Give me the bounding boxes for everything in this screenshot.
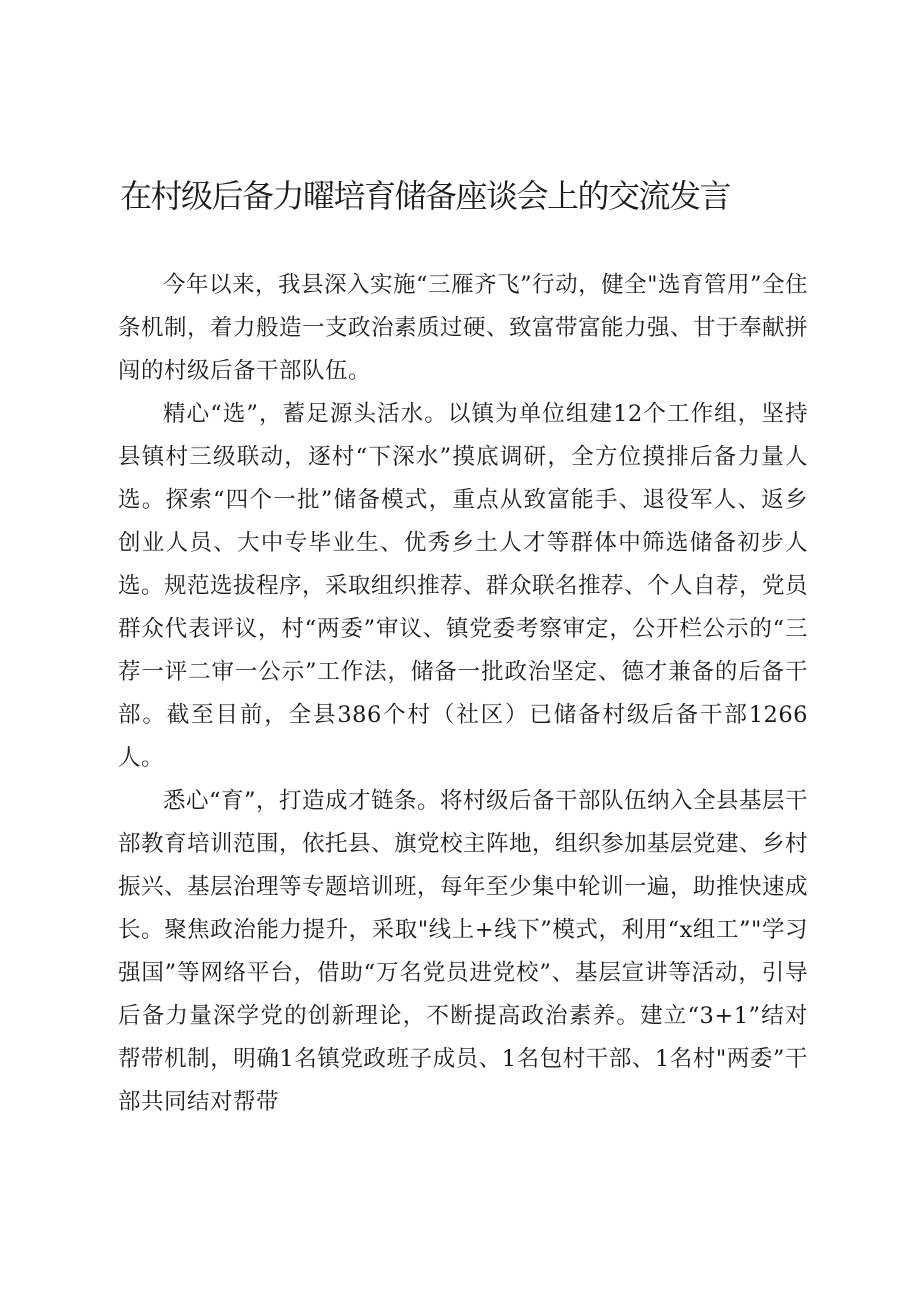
paragraph-select: 精心“选”，蓄足源头活水。以镇为单位组建12个工作组，坚持县镇村三级联动，逐村“下深水”摸底调研，全方位摸排后备力量人选。探索“四个一批”储备模式，重点从致富能手、退役军人、返乡创业人员、大中专毕业生、优秀乡土人才等群体中筛选储备初步人选。规范选拔程序，采取组织推荐、群众联名推荐、个人自荐，党员群众代表评议，村“两委”审议、镇党委考察审定，公开栏公示的“三荐一评二审一公示”工作法，储备一批政治坚定、德才兼备的后备干部。截至目前，全县386个村（社区）已储备村级后备干部1266人。 [118, 401, 809, 771]
paragraph-cultivate: 悉心“育”，打造成才链条。将村级后备干部队伍纳入全县基层干部教育培训范围，依托县、旗党校主阵地，组织参加基层党建、乡村振兴、基层治理等专题培训班，每年至少集中轮训一遍，助推快速成长。聚焦政治能力提升，采取"线上+线下”模式，利用“x组工”"学习强国”等网络平台，借助“万名党员进党校”、基层宣讲等活动，引导后备力量深学党的创新理论，不断提高政治素养。建立“3+1”结对帮带机制，明确1名镇党政班子成员、1名包村干部、1名村"两委”干部共同结对帮带 [118, 788, 809, 1115]
document-body [118, 264, 808, 1124]
paragraph-intro: 今年以来，我县深入实施“三雁齐飞”行动，健全"选育管用”全住条机制，着力般造一支政治素质过硬、致富带富能力强、甘于奉献拼闯的村级后备干部队伍。 [118, 272, 809, 384]
document-title: 在村级后备力曜培育储备座谈会上的交流发言 [120, 177, 731, 215]
